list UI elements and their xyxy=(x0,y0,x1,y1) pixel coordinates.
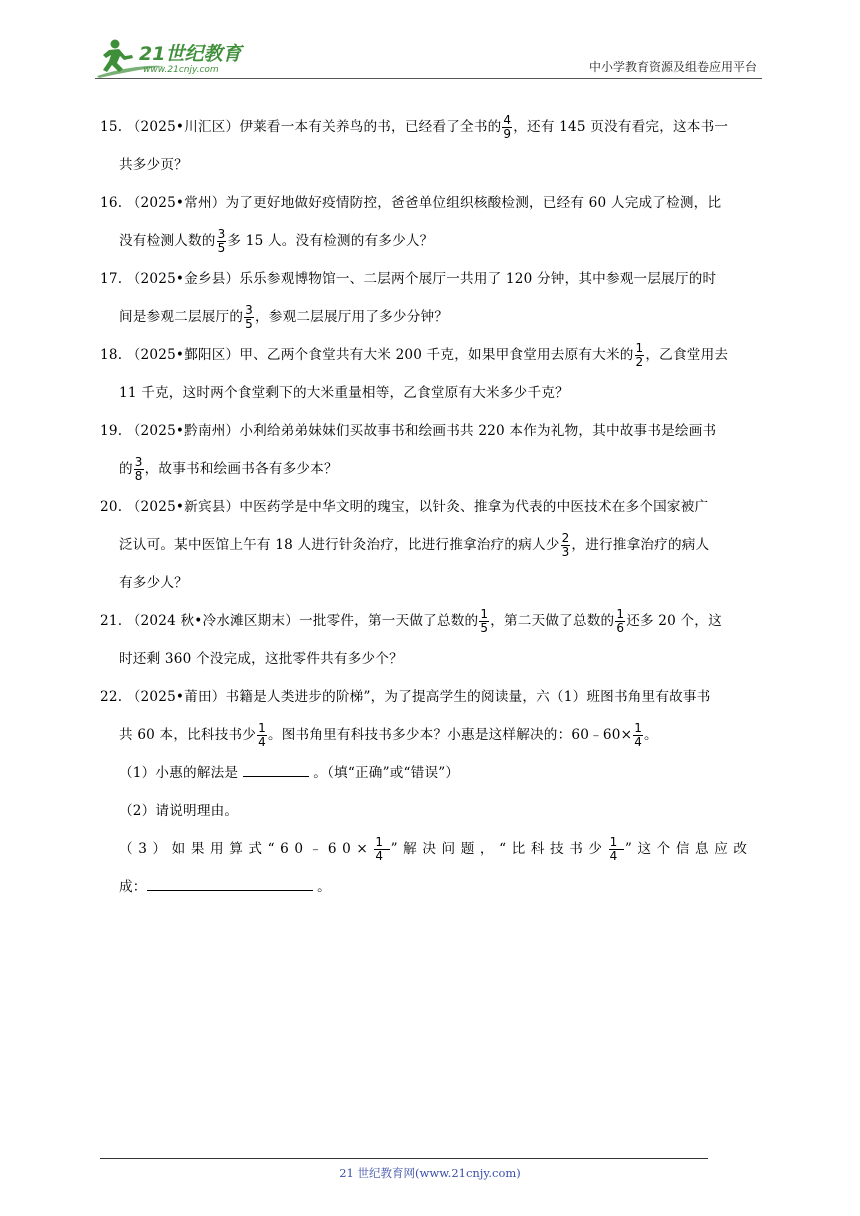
fraction: $\frac{1}{4}$ xyxy=(375,835,389,863)
footer-divider xyxy=(100,1158,708,1159)
site-logo xyxy=(95,36,265,78)
fraction: $\frac{1}{4}$ xyxy=(609,835,623,863)
header-platform-text: 中小学教育资源及组卷应用平台 xyxy=(588,60,757,74)
answer-blank-2[interactable] xyxy=(147,878,313,891)
question-17-line-1: 17. （2025•金乡县）乐乐参观博物馆一、二层两个展厅一共用了 120 分钟，其中参观一层展厅的时 xyxy=(100,271,717,287)
fraction: $\frac{1}{4}$ xyxy=(258,721,266,749)
question-20-line-1: 20. （2025•新宾县）中医药学是中华文明的瑰宝，以针灸、推拿为代表的中医技术在多个国家被广 xyxy=(100,499,709,515)
footer-text: 21 世纪教育网(www.21cnjy.com) xyxy=(339,1166,521,1180)
fraction: $\frac{3}{5}$ xyxy=(217,227,226,255)
question-19-line-2: 的 $\frac{3}{8}$ ，故事书和绘画书各有多少本？ xyxy=(119,455,338,483)
question-list xyxy=(100,108,762,906)
question-15-line-2: 共多少页？ xyxy=(119,157,188,173)
question-20-line-3: 有多少人？ xyxy=(119,575,188,591)
fraction: $\frac{3}{5}$ xyxy=(245,303,253,331)
question-22-part-2: （2）请说明理由。 xyxy=(119,803,239,819)
svg-text:21世纪教育: 21世纪教育 xyxy=(139,43,242,65)
question-16-line-2: 没有检测人数的 $\frac{3}{5}$ 多 15 人。没有检测的有多少人？ xyxy=(119,227,434,255)
question-16-line-1: 16. （2025•常州）为了更好地做好疫情防控，爸爸单位组织核酸检测，已经有 60 人完成了检测，比 xyxy=(100,195,722,211)
svg-text:www.21cnjy.com: www.21cnjy.com xyxy=(143,65,219,75)
question-22-part-3: （3）如果用算式“60﹣60× $\frac{1}{4}$ ”解决问题，“比科技书少 $\frac{1}{4}$ ”这个信息应改 xyxy=(119,835,753,863)
fraction: $\frac{1}{6}$ xyxy=(616,607,625,635)
fraction: $\frac{4}{9}$ xyxy=(503,113,512,141)
question-21-line-1: 21. （2024 秋•冷水滩区期末）一批零件，第一天做了总数的 $\frac{1}{5}$ ，第二天做了总数的 $\frac{1}{6}$ 还多 20 个，这 xyxy=(100,607,722,635)
question-22-line-2: 共 60 本，比科技书少 $\frac{1}{4}$ 。图书角里有科技书多少本？小惠是这样解决的：60﹣60× $\frac{1}{4}$ 。 xyxy=(119,721,658,749)
question-22-part-1: （1）小惠的解法是 。（填“正确”或“错误”） xyxy=(119,765,460,781)
answer-blank-1[interactable] xyxy=(243,764,309,777)
fraction: $\frac{2}{3}$ xyxy=(561,531,570,559)
header-divider xyxy=(95,78,762,79)
fraction: $\frac{1}{2}$ xyxy=(635,341,644,369)
question-18-line-2: 11 千克，这时两个食堂剩下的大米重量相等，乙食堂原有大米多少千克？ xyxy=(119,385,569,401)
question-19-line-1: 19. （2025•黔南州）小利给弟弟妹妹们买故事书和绘画书共 220 本作为礼物，其中故事书是绘画书 xyxy=(100,423,717,439)
question-15-line-1: 15. （2025•川汇区）伊莱看一本有关养鸟的书，已经看了全书的 $\frac{4}{9}$ ，还有 145 页没有看完，这本书一 xyxy=(100,113,729,141)
question-17-line-2: 间是参观二层展厅的 $\frac{3}{5}$ ，参观二层展厅用了多少分钟？ xyxy=(119,303,449,331)
page-header xyxy=(95,36,760,80)
fraction: $\frac{3}{8}$ xyxy=(134,455,143,483)
fraction: $\frac{1}{4}$ xyxy=(634,721,643,749)
question-21-line-2: 时还剩 360 个没完成，这批零件共有多少个？ xyxy=(119,651,403,667)
question-22-line-1: 22. （2025•莆田）书籍是人类进步的阶梯”，为了提高学生的阅读量，六（1）班图书角里有故事书 xyxy=(100,689,711,705)
fraction: $\frac{1}{5}$ xyxy=(480,607,489,635)
question-18-line-1: 18. （2025•鄞阳区）甲、乙两个食堂共有大米 200 千克，如果甲食堂用去原有大米的 $\frac{1}{2}$ ，乙食堂用去 xyxy=(100,341,729,369)
question-22-part-3-answer: 成： 。 xyxy=(119,879,331,895)
question-20-line-2: 泛认可。某中医馆上午有 18 人进行针灸治疗，比进行推拿治疗的病人少 $\frac{2}{3}$ ，进行推拿治疗的病人 xyxy=(119,531,710,559)
